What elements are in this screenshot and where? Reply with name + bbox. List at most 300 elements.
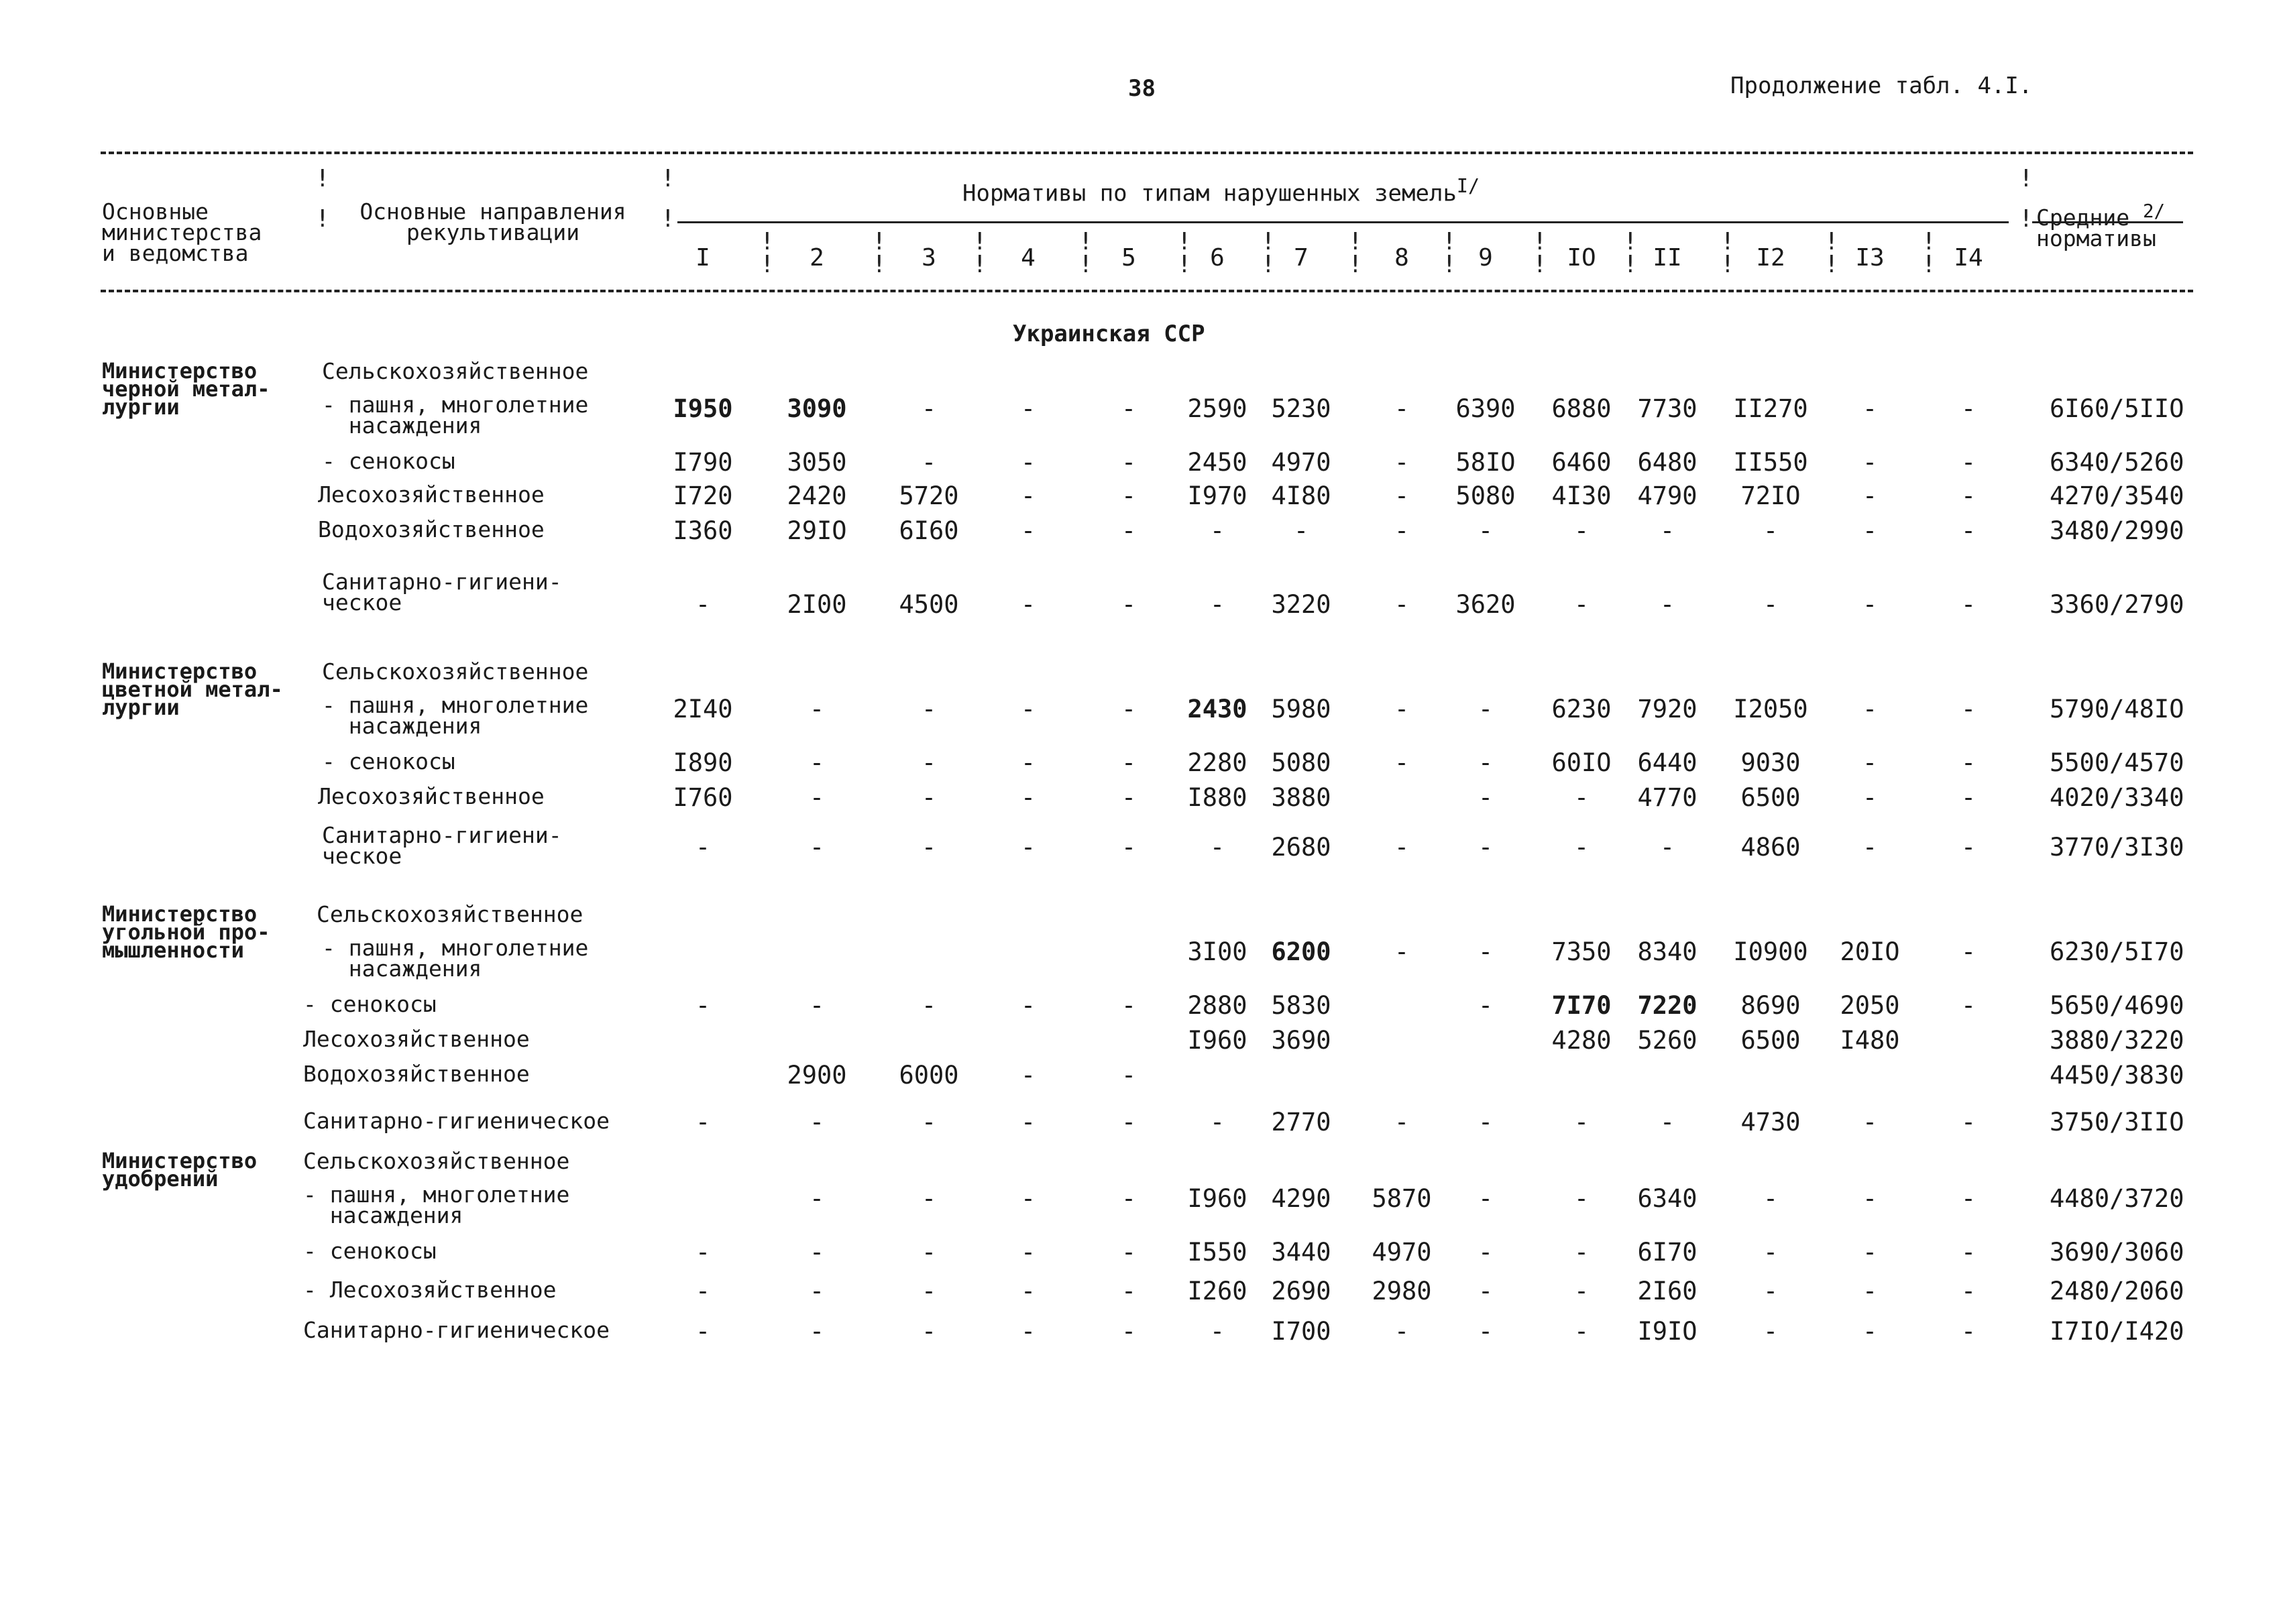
table-cell: - bbox=[1209, 1108, 1225, 1137]
column-number-13: I3 bbox=[1855, 244, 1885, 272]
separator-mark: ! bbox=[315, 205, 330, 233]
table-cell: I970 bbox=[1187, 481, 1247, 510]
average-cell: 6I60/5IIO bbox=[2050, 394, 2184, 423]
average-cell: 3360/2790 bbox=[2050, 590, 2184, 619]
separator-mark: ! bbox=[872, 251, 887, 278]
table-cell: - bbox=[1763, 1238, 1779, 1267]
table-cell: - bbox=[1394, 448, 1410, 477]
table-cell: - bbox=[1293, 516, 1309, 545]
table-cell: - bbox=[809, 1277, 825, 1306]
footnote-marker-2: 2/ bbox=[2142, 200, 2166, 222]
table-cell: - bbox=[921, 448, 937, 477]
row-label: Лесохозяйственное bbox=[318, 783, 545, 809]
table-cell: - bbox=[1659, 1108, 1675, 1137]
row-label: Водохозяйственное bbox=[318, 516, 545, 542]
table-cell: 4970 bbox=[1271, 448, 1331, 477]
col-header-directions: Основные направления рекультивации bbox=[359, 198, 626, 245]
separator-mark: ! bbox=[1078, 228, 1093, 255]
table-cell: 4970 bbox=[1372, 1238, 1432, 1267]
separator-mark: ! bbox=[1177, 228, 1192, 255]
table-cell: 8690 bbox=[1740, 991, 1801, 1020]
table-cell: I550 bbox=[1187, 1238, 1247, 1267]
row-label: - пашня, многолетние насаждения bbox=[322, 692, 589, 739]
column-number-2: 2 bbox=[810, 244, 824, 272]
table-cell: 6000 bbox=[899, 1061, 959, 1090]
table-cell: - bbox=[1478, 991, 1494, 1020]
table-cell: - bbox=[1020, 1277, 1036, 1306]
table-cell: - bbox=[1121, 448, 1137, 477]
table-cell: - bbox=[1862, 516, 1878, 545]
table-cell: - bbox=[1573, 833, 1590, 862]
row-label: Сельскохозяйственное bbox=[317, 901, 583, 927]
table-cell: - bbox=[1960, 394, 1977, 423]
table-cell: 2I60 bbox=[1637, 1277, 1698, 1306]
table-cell: - bbox=[1020, 448, 1036, 477]
table-cell: - bbox=[1020, 748, 1036, 777]
table-cell: 3440 bbox=[1271, 1238, 1331, 1267]
table-cell: 6200 bbox=[1271, 937, 1331, 966]
separator-mark: ! bbox=[2019, 165, 2034, 192]
column-number-8: 8 bbox=[1394, 244, 1409, 272]
table-cell: 2420 bbox=[787, 481, 847, 510]
table-cell: - bbox=[1020, 833, 1036, 862]
table-cell: - bbox=[809, 1317, 825, 1346]
separator-mark: ! bbox=[760, 251, 775, 278]
table-cell: - bbox=[1960, 991, 1977, 1020]
table-cell: 2880 bbox=[1187, 991, 1247, 1020]
col-header-norms: Нормативы по типам нарушенных земель$^{I/}$ bbox=[962, 175, 1480, 207]
table-cell: - bbox=[1862, 1108, 1878, 1137]
table-cell: 5080 bbox=[1271, 748, 1331, 777]
table-cell: - bbox=[1121, 833, 1137, 862]
table-cell: 7920 bbox=[1637, 695, 1698, 723]
table-cell: - bbox=[809, 1238, 825, 1267]
row-label: Лесохозяйственное bbox=[318, 481, 545, 508]
row-label: Санитарно-гигиени- ческое bbox=[322, 822, 562, 869]
table-cell: 3620 bbox=[1455, 590, 1516, 619]
table-cell: 7I70 bbox=[1551, 991, 1612, 1020]
table-cell: - bbox=[1763, 590, 1779, 619]
table-cell: 2430 bbox=[1187, 695, 1247, 723]
table-cell: I480 bbox=[1840, 1026, 1900, 1055]
row-label: Сельскохозяйственное bbox=[322, 658, 589, 685]
table-cell: 6390 bbox=[1455, 394, 1516, 423]
table-cell: - bbox=[1862, 783, 1878, 812]
row-label: Водохозяйственное bbox=[303, 1061, 530, 1087]
average-cell: 3690/3060 bbox=[2050, 1238, 2184, 1267]
table-cell: - bbox=[1960, 1317, 1977, 1346]
table-cell: - bbox=[1960, 937, 1977, 966]
table-cell: 6500 bbox=[1740, 1026, 1801, 1055]
table-cell: - bbox=[1121, 1061, 1137, 1090]
table-cell: - bbox=[1573, 516, 1590, 545]
table-cell: - bbox=[1573, 1317, 1590, 1346]
table-cell: I960 bbox=[1187, 1184, 1247, 1213]
average-cell: 3480/2990 bbox=[2050, 516, 2184, 545]
table-cell: 4790 bbox=[1637, 481, 1698, 510]
row-label: - пашня, многолетние насаждения bbox=[322, 935, 589, 982]
table-cell: - bbox=[1394, 394, 1410, 423]
average-cell: I7IO/I420 bbox=[2050, 1317, 2184, 1346]
column-number-12: I2 bbox=[1756, 244, 1785, 272]
table-cell: I260 bbox=[1187, 1277, 1247, 1306]
table-cell: - bbox=[1020, 991, 1036, 1020]
table-cell: - bbox=[1020, 516, 1036, 545]
table-cell: - bbox=[1659, 516, 1675, 545]
table-cell: 5080 bbox=[1455, 481, 1516, 510]
table-cell: - bbox=[1478, 1238, 1494, 1267]
table-cell: - bbox=[1478, 516, 1494, 545]
table-cell: - bbox=[921, 394, 937, 423]
table-cell: - bbox=[1020, 1108, 1036, 1137]
column-number-6: 6 bbox=[1210, 244, 1225, 272]
table-cell: - bbox=[1862, 1238, 1878, 1267]
average-cell: 6340/5260 bbox=[2050, 448, 2184, 477]
table-cell: 72IO bbox=[1740, 481, 1801, 510]
table-cell: - bbox=[809, 695, 825, 723]
table-cell: - bbox=[1209, 516, 1225, 545]
table-cell: 5720 bbox=[899, 481, 959, 510]
table-cell: - bbox=[1478, 1108, 1494, 1137]
row-label: Сельскохозяйственное bbox=[322, 358, 589, 384]
average-cell: 5790/48IO bbox=[2050, 695, 2184, 723]
average-cell: 4450/3830 bbox=[2050, 1061, 2184, 1090]
average-cell: 5650/4690 bbox=[2050, 991, 2184, 1020]
table-cell: 4I30 bbox=[1551, 481, 1612, 510]
row-label: - пашня, многолетние насаждения bbox=[303, 1181, 570, 1228]
table-cell: 3690 bbox=[1271, 1026, 1331, 1055]
table-cell: - bbox=[809, 748, 825, 777]
table-cell: I790 bbox=[673, 448, 733, 477]
table-cell: 4290 bbox=[1271, 1184, 1331, 1213]
table-cell: 5830 bbox=[1271, 991, 1331, 1020]
table-cell: - bbox=[1478, 1184, 1494, 1213]
table-cell: - bbox=[1573, 590, 1590, 619]
table-cell: - bbox=[921, 783, 937, 812]
average-cell: 4480/3720 bbox=[2050, 1184, 2184, 1213]
separator-mark: ! bbox=[972, 228, 987, 255]
table-cell: - bbox=[1121, 1108, 1137, 1137]
separator-mark: ! bbox=[1533, 251, 1547, 278]
table-cell: - bbox=[1478, 748, 1494, 777]
table-cell: - bbox=[921, 1184, 937, 1213]
table-cell: - bbox=[1960, 1238, 1977, 1267]
table-cell: - bbox=[695, 1317, 711, 1346]
row-label: - пашня, многолетние насаждения bbox=[322, 392, 589, 439]
table-cell: - bbox=[809, 833, 825, 862]
table-cell: - bbox=[1659, 590, 1675, 619]
col-header-average: Средние $^{2/}$ нормативы bbox=[2036, 200, 2166, 251]
table-cell: - bbox=[1960, 1108, 1977, 1137]
table-cell: I700 bbox=[1271, 1317, 1331, 1346]
table-cell: 5980 bbox=[1271, 695, 1331, 723]
table-cell: 6500 bbox=[1740, 783, 1801, 812]
separator-mark: ! bbox=[760, 228, 775, 255]
separator-mark: ! bbox=[1442, 251, 1457, 278]
separator-mark: ! bbox=[1533, 228, 1547, 255]
separator-mark: ! bbox=[1922, 228, 1936, 255]
separator-mark: ! bbox=[1261, 228, 1276, 255]
row-label: Санитарно-гигиени- ческое bbox=[322, 569, 562, 616]
table-cell: - bbox=[1121, 1317, 1137, 1346]
table-cell: 3I00 bbox=[1187, 937, 1247, 966]
table-cell: - bbox=[1573, 1184, 1590, 1213]
table-cell: - bbox=[1862, 394, 1878, 423]
table-cell: - bbox=[1763, 1184, 1779, 1213]
table-cell: II270 bbox=[1733, 394, 1808, 423]
table-cell: 6230 bbox=[1551, 695, 1612, 723]
table-cell: - bbox=[1960, 833, 1977, 862]
table-cell: 2050 bbox=[1840, 991, 1900, 1020]
table-cell: - bbox=[1478, 1317, 1494, 1346]
table-cell: - bbox=[1121, 991, 1137, 1020]
table-cell: 6880 bbox=[1551, 394, 1612, 423]
row-label: - сенокосы bbox=[303, 1238, 437, 1264]
table-cell: 5260 bbox=[1637, 1026, 1698, 1055]
separator-mark: ! bbox=[1720, 251, 1735, 278]
table-cell: - bbox=[1960, 1184, 1977, 1213]
table-cell: - bbox=[1573, 1238, 1590, 1267]
table-cell: - bbox=[1763, 1277, 1779, 1306]
table-cell: - bbox=[1478, 1277, 1494, 1306]
table-cell: 2680 bbox=[1271, 833, 1331, 862]
table-cell: - bbox=[1121, 748, 1137, 777]
row-label: - Лесохозяйственное bbox=[303, 1277, 557, 1303]
table-cell: - bbox=[1960, 590, 1977, 619]
table-cell: - bbox=[1020, 1317, 1036, 1346]
table-cell: 20IO bbox=[1840, 937, 1900, 966]
table-cell: 2I40 bbox=[673, 695, 733, 723]
row-label: Санитарно-гигиеническое bbox=[303, 1108, 610, 1134]
table-cell: - bbox=[1862, 833, 1878, 862]
table-cell: - bbox=[921, 695, 937, 723]
table-cell: - bbox=[1573, 1108, 1590, 1137]
table-cell: - bbox=[1121, 1184, 1137, 1213]
table-cell: 2900 bbox=[787, 1061, 847, 1090]
table-cell: - bbox=[1960, 481, 1977, 510]
row-label: - сенокосы bbox=[322, 448, 455, 474]
table-cell: - bbox=[1020, 1061, 1036, 1090]
average-cell: 6230/5I70 bbox=[2050, 937, 2184, 966]
table-cell: - bbox=[1659, 833, 1675, 862]
table-cell: - bbox=[1394, 481, 1410, 510]
table-cell: - bbox=[1862, 748, 1878, 777]
table-cell: - bbox=[809, 1184, 825, 1213]
table-cell: - bbox=[1960, 1277, 1977, 1306]
separator-mark: ! bbox=[2019, 205, 2034, 233]
separator-mark: ! bbox=[1261, 251, 1276, 278]
norms-header-underline bbox=[677, 221, 2009, 223]
table-cell: I360 bbox=[673, 516, 733, 545]
row-label: Сельскохозяйственное bbox=[303, 1148, 570, 1174]
table-cell: I2050 bbox=[1733, 695, 1808, 723]
table-cell: - bbox=[1020, 1184, 1036, 1213]
table-cell: - bbox=[1478, 695, 1494, 723]
table-cell: I880 bbox=[1187, 783, 1247, 812]
separator-mark: ! bbox=[1623, 228, 1638, 255]
table-cell: - bbox=[1862, 1317, 1878, 1346]
ministry-name: Министерство удобрений bbox=[102, 1148, 258, 1192]
table-cell: 4730 bbox=[1740, 1108, 1801, 1137]
table-cell: - bbox=[1121, 394, 1137, 423]
table-cell: - bbox=[695, 991, 711, 1020]
table-cell: - bbox=[1121, 516, 1137, 545]
column-number-7: 7 bbox=[1294, 244, 1309, 272]
table-cell: I960 bbox=[1187, 1026, 1247, 1055]
table-cell: 3050 bbox=[787, 448, 847, 477]
table-cell: - bbox=[1394, 748, 1410, 777]
table-cell: 2690 bbox=[1271, 1277, 1331, 1306]
table-cell: 2280 bbox=[1187, 748, 1247, 777]
table-cell: 6440 bbox=[1637, 748, 1698, 777]
table-cell: 7730 bbox=[1637, 394, 1698, 423]
row-label: Лесохозяйственное bbox=[303, 1026, 530, 1052]
table-cell: - bbox=[1121, 783, 1137, 812]
table-cell: - bbox=[1394, 1317, 1410, 1346]
table-cell: 2770 bbox=[1271, 1108, 1331, 1137]
table-cell: - bbox=[921, 1317, 937, 1346]
table-cell: I950 bbox=[673, 394, 733, 423]
table-cell: 7220 bbox=[1637, 991, 1698, 1020]
column-number-14: I4 bbox=[1954, 244, 1983, 272]
column-number-1: I bbox=[696, 244, 710, 272]
table-cell: - bbox=[1960, 783, 1977, 812]
table-cell: - bbox=[1121, 1238, 1137, 1267]
header-bottom-rule bbox=[101, 290, 2193, 292]
table-cell: 2590 bbox=[1187, 394, 1247, 423]
average-cell: 5500/4570 bbox=[2050, 748, 2184, 777]
table-cell: - bbox=[695, 1108, 711, 1137]
table-cell: 9030 bbox=[1740, 748, 1801, 777]
table-cell: 29IO bbox=[787, 516, 847, 545]
table-cell: - bbox=[1960, 516, 1977, 545]
table-cell: 58IO bbox=[1455, 448, 1516, 477]
table-cell: - bbox=[1478, 783, 1494, 812]
table-cell: - bbox=[695, 1238, 711, 1267]
table-cell: 4860 bbox=[1740, 833, 1801, 862]
column-number-3: 3 bbox=[922, 244, 936, 272]
table-cell: - bbox=[1960, 748, 1977, 777]
column-number-5: 5 bbox=[1121, 244, 1136, 272]
table-cell: 4770 bbox=[1637, 783, 1698, 812]
table-cell: - bbox=[1862, 481, 1878, 510]
table-cell: - bbox=[1478, 937, 1494, 966]
table-cell: 6460 bbox=[1551, 448, 1612, 477]
average-cell: 3880/3220 bbox=[2050, 1026, 2184, 1055]
ministry-name: Министерство цветной метал- лургии bbox=[102, 658, 283, 720]
ministry-name: Министерство черной метал- лургии bbox=[102, 358, 270, 420]
table-cell: - bbox=[1020, 590, 1036, 619]
separator-mark: ! bbox=[1623, 251, 1638, 278]
table-continuation-title: Продолжение табл. 4.I. bbox=[1730, 72, 2033, 99]
table-cell: 5230 bbox=[1271, 394, 1331, 423]
table-cell: - bbox=[1121, 1277, 1137, 1306]
separator-mark: ! bbox=[315, 165, 330, 192]
table-cell: - bbox=[1862, 448, 1878, 477]
separator-mark: ! bbox=[1824, 251, 1839, 278]
table-cell: - bbox=[1960, 448, 1977, 477]
table-cell: - bbox=[809, 1108, 825, 1137]
table-cell: 8340 bbox=[1637, 937, 1698, 966]
table-cell: - bbox=[1960, 695, 1977, 723]
separator-mark: ! bbox=[1922, 251, 1936, 278]
separator-mark: ! bbox=[661, 165, 675, 192]
table-cell: - bbox=[921, 991, 937, 1020]
table-cell: 6340 bbox=[1637, 1184, 1698, 1213]
column-number-11: II bbox=[1653, 244, 1682, 272]
table-cell: - bbox=[1573, 1277, 1590, 1306]
separator-mark: ! bbox=[1348, 251, 1363, 278]
ministry-name: Министерство угольной про- мышленности bbox=[102, 901, 270, 963]
table-cell: - bbox=[1020, 481, 1036, 510]
table-cell: - bbox=[921, 1277, 937, 1306]
table-cell: - bbox=[695, 1277, 711, 1306]
table-cell: - bbox=[921, 833, 937, 862]
separator-mark: ! bbox=[661, 205, 675, 233]
separator-mark: ! bbox=[1824, 228, 1839, 255]
table-cell: I0900 bbox=[1733, 937, 1808, 966]
table-cell: 2980 bbox=[1372, 1277, 1432, 1306]
table-cell: - bbox=[1020, 783, 1036, 812]
table-cell: - bbox=[695, 833, 711, 862]
column-number-4: 4 bbox=[1021, 244, 1036, 272]
table-cell: - bbox=[1209, 1317, 1225, 1346]
separator-mark: ! bbox=[1442, 228, 1457, 255]
separator-mark: ! bbox=[1348, 228, 1363, 255]
table-cell: - bbox=[921, 1108, 937, 1137]
top-rule bbox=[101, 152, 2193, 154]
table-cell: - bbox=[809, 783, 825, 812]
table-cell: - bbox=[1573, 783, 1590, 812]
separator-mark: ! bbox=[1720, 228, 1735, 255]
table-cell: 7350 bbox=[1551, 937, 1612, 966]
table-cell: - bbox=[1020, 1238, 1036, 1267]
table-cell: 6I70 bbox=[1637, 1238, 1698, 1267]
table-cell: - bbox=[1394, 516, 1410, 545]
separator-mark: ! bbox=[1078, 251, 1093, 278]
table-cell: 2I00 bbox=[787, 590, 847, 619]
average-cell: 4020/3340 bbox=[2050, 783, 2184, 812]
table-cell: I890 bbox=[673, 748, 733, 777]
region-title: Украинская ССР bbox=[1013, 321, 1205, 347]
table-cell: - bbox=[1394, 833, 1410, 862]
table-cell: - bbox=[1020, 695, 1036, 723]
table-cell: I720 bbox=[673, 481, 733, 510]
table-cell: - bbox=[695, 590, 711, 619]
table-cell: - bbox=[1121, 695, 1137, 723]
table-cell: - bbox=[1862, 1277, 1878, 1306]
average-cell: 3770/3I30 bbox=[2050, 833, 2184, 862]
table-cell: 60IO bbox=[1551, 748, 1612, 777]
table-cell: 4I80 bbox=[1271, 481, 1331, 510]
column-number-9: 9 bbox=[1478, 244, 1493, 272]
table-cell: I9IO bbox=[1637, 1317, 1698, 1346]
table-cell: - bbox=[1209, 590, 1225, 619]
table-cell: - bbox=[1394, 590, 1410, 619]
col-header-ministries: Основные министерства и ведомства bbox=[102, 198, 262, 266]
table-cell: 2450 bbox=[1187, 448, 1247, 477]
table-cell: - bbox=[1121, 481, 1137, 510]
table-cell: - bbox=[809, 991, 825, 1020]
table-cell: 4500 bbox=[899, 590, 959, 619]
table-cell: - bbox=[1763, 516, 1779, 545]
table-cell: - bbox=[1394, 695, 1410, 723]
row-label: - сенокосы bbox=[322, 748, 455, 774]
table-cell: 6I60 bbox=[899, 516, 959, 545]
table-cell: - bbox=[1862, 1184, 1878, 1213]
table-cell: - bbox=[1763, 1317, 1779, 1346]
average-cell: 3750/3IIO bbox=[2050, 1108, 2184, 1137]
